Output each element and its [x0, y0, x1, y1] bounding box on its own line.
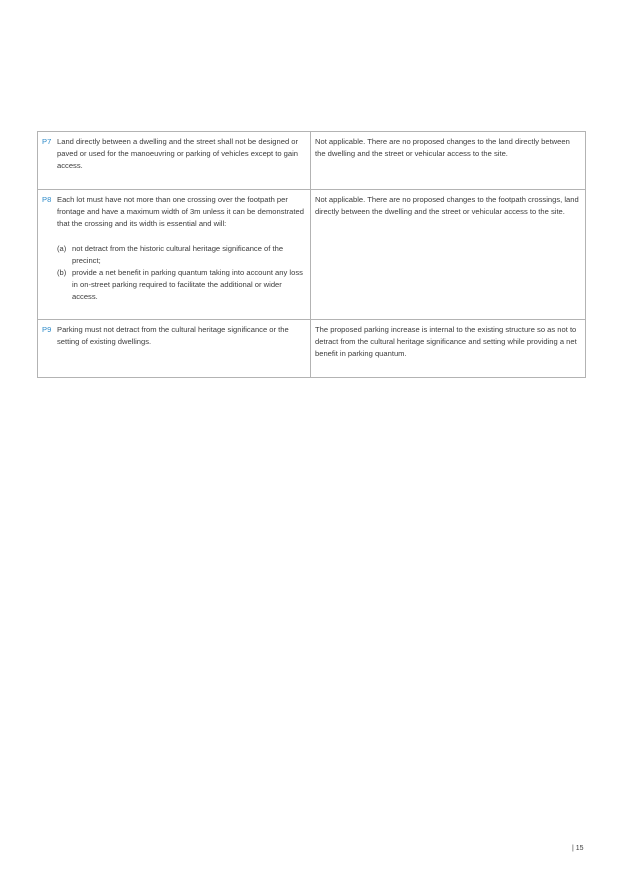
- criterion-cell: [38, 190, 311, 320]
- list-item-label: (b): [57, 268, 67, 278]
- list-item-label: (a): [57, 243, 67, 253]
- table-row: [38, 320, 586, 378]
- response-cell: [311, 320, 586, 378]
- criterion-code: P7: [42, 137, 52, 146]
- response-cell: [311, 190, 586, 320]
- criterion-text: Land directly between a dwelling and the street shall not be designed or paved or used for the manoeuvring or parking of vehicles except to gain access.: [57, 137, 299, 171]
- table-row: [38, 132, 586, 190]
- criterion-code: P8: [42, 195, 52, 204]
- list-item-text: not detract from the historic cultural heritage significance of the precinct;: [72, 243, 284, 265]
- list-item: [57, 243, 305, 267]
- criterion-cell: [38, 132, 311, 190]
- performance-criteria-table: [37, 131, 586, 378]
- criterion-text: Parking must not detract from the cultural heritage significance or the setting of existing dwellings.: [57, 325, 289, 347]
- criterion-text: Each lot must have not more than one crossing over the footpath per frontage and have a maximum width of 3m unless it can be demonstrated that the crossing and its width is essential and will:: [57, 195, 304, 229]
- page-number: | 15: [572, 845, 584, 852]
- response-text: Not applicable. There are no proposed changes to the land directly between the dwelling and the street or vehicular access to the site.: [315, 137, 570, 159]
- response-cell: [311, 132, 586, 190]
- response-text: The proposed parking increase is internal to the existing structure so as not to detract from the cultural heritage significance and setting while providing a net benefit in parking quantum.: [315, 325, 577, 359]
- criterion-cell: [38, 320, 311, 378]
- criterion-code: P9: [42, 325, 52, 334]
- list-item-text: provide a net benefit in parking quantum taking into account any loss in on-street parking required to facilitate the additional or wider access.: [72, 268, 303, 302]
- response-text: Not applicable. There are no proposed changes to the footpath crossings, land directly between the dwelling and the street or vehicular access to the site.: [315, 195, 579, 217]
- list-item: [57, 267, 305, 304]
- criterion-sub-list: [57, 243, 305, 304]
- table-row: [38, 190, 586, 320]
